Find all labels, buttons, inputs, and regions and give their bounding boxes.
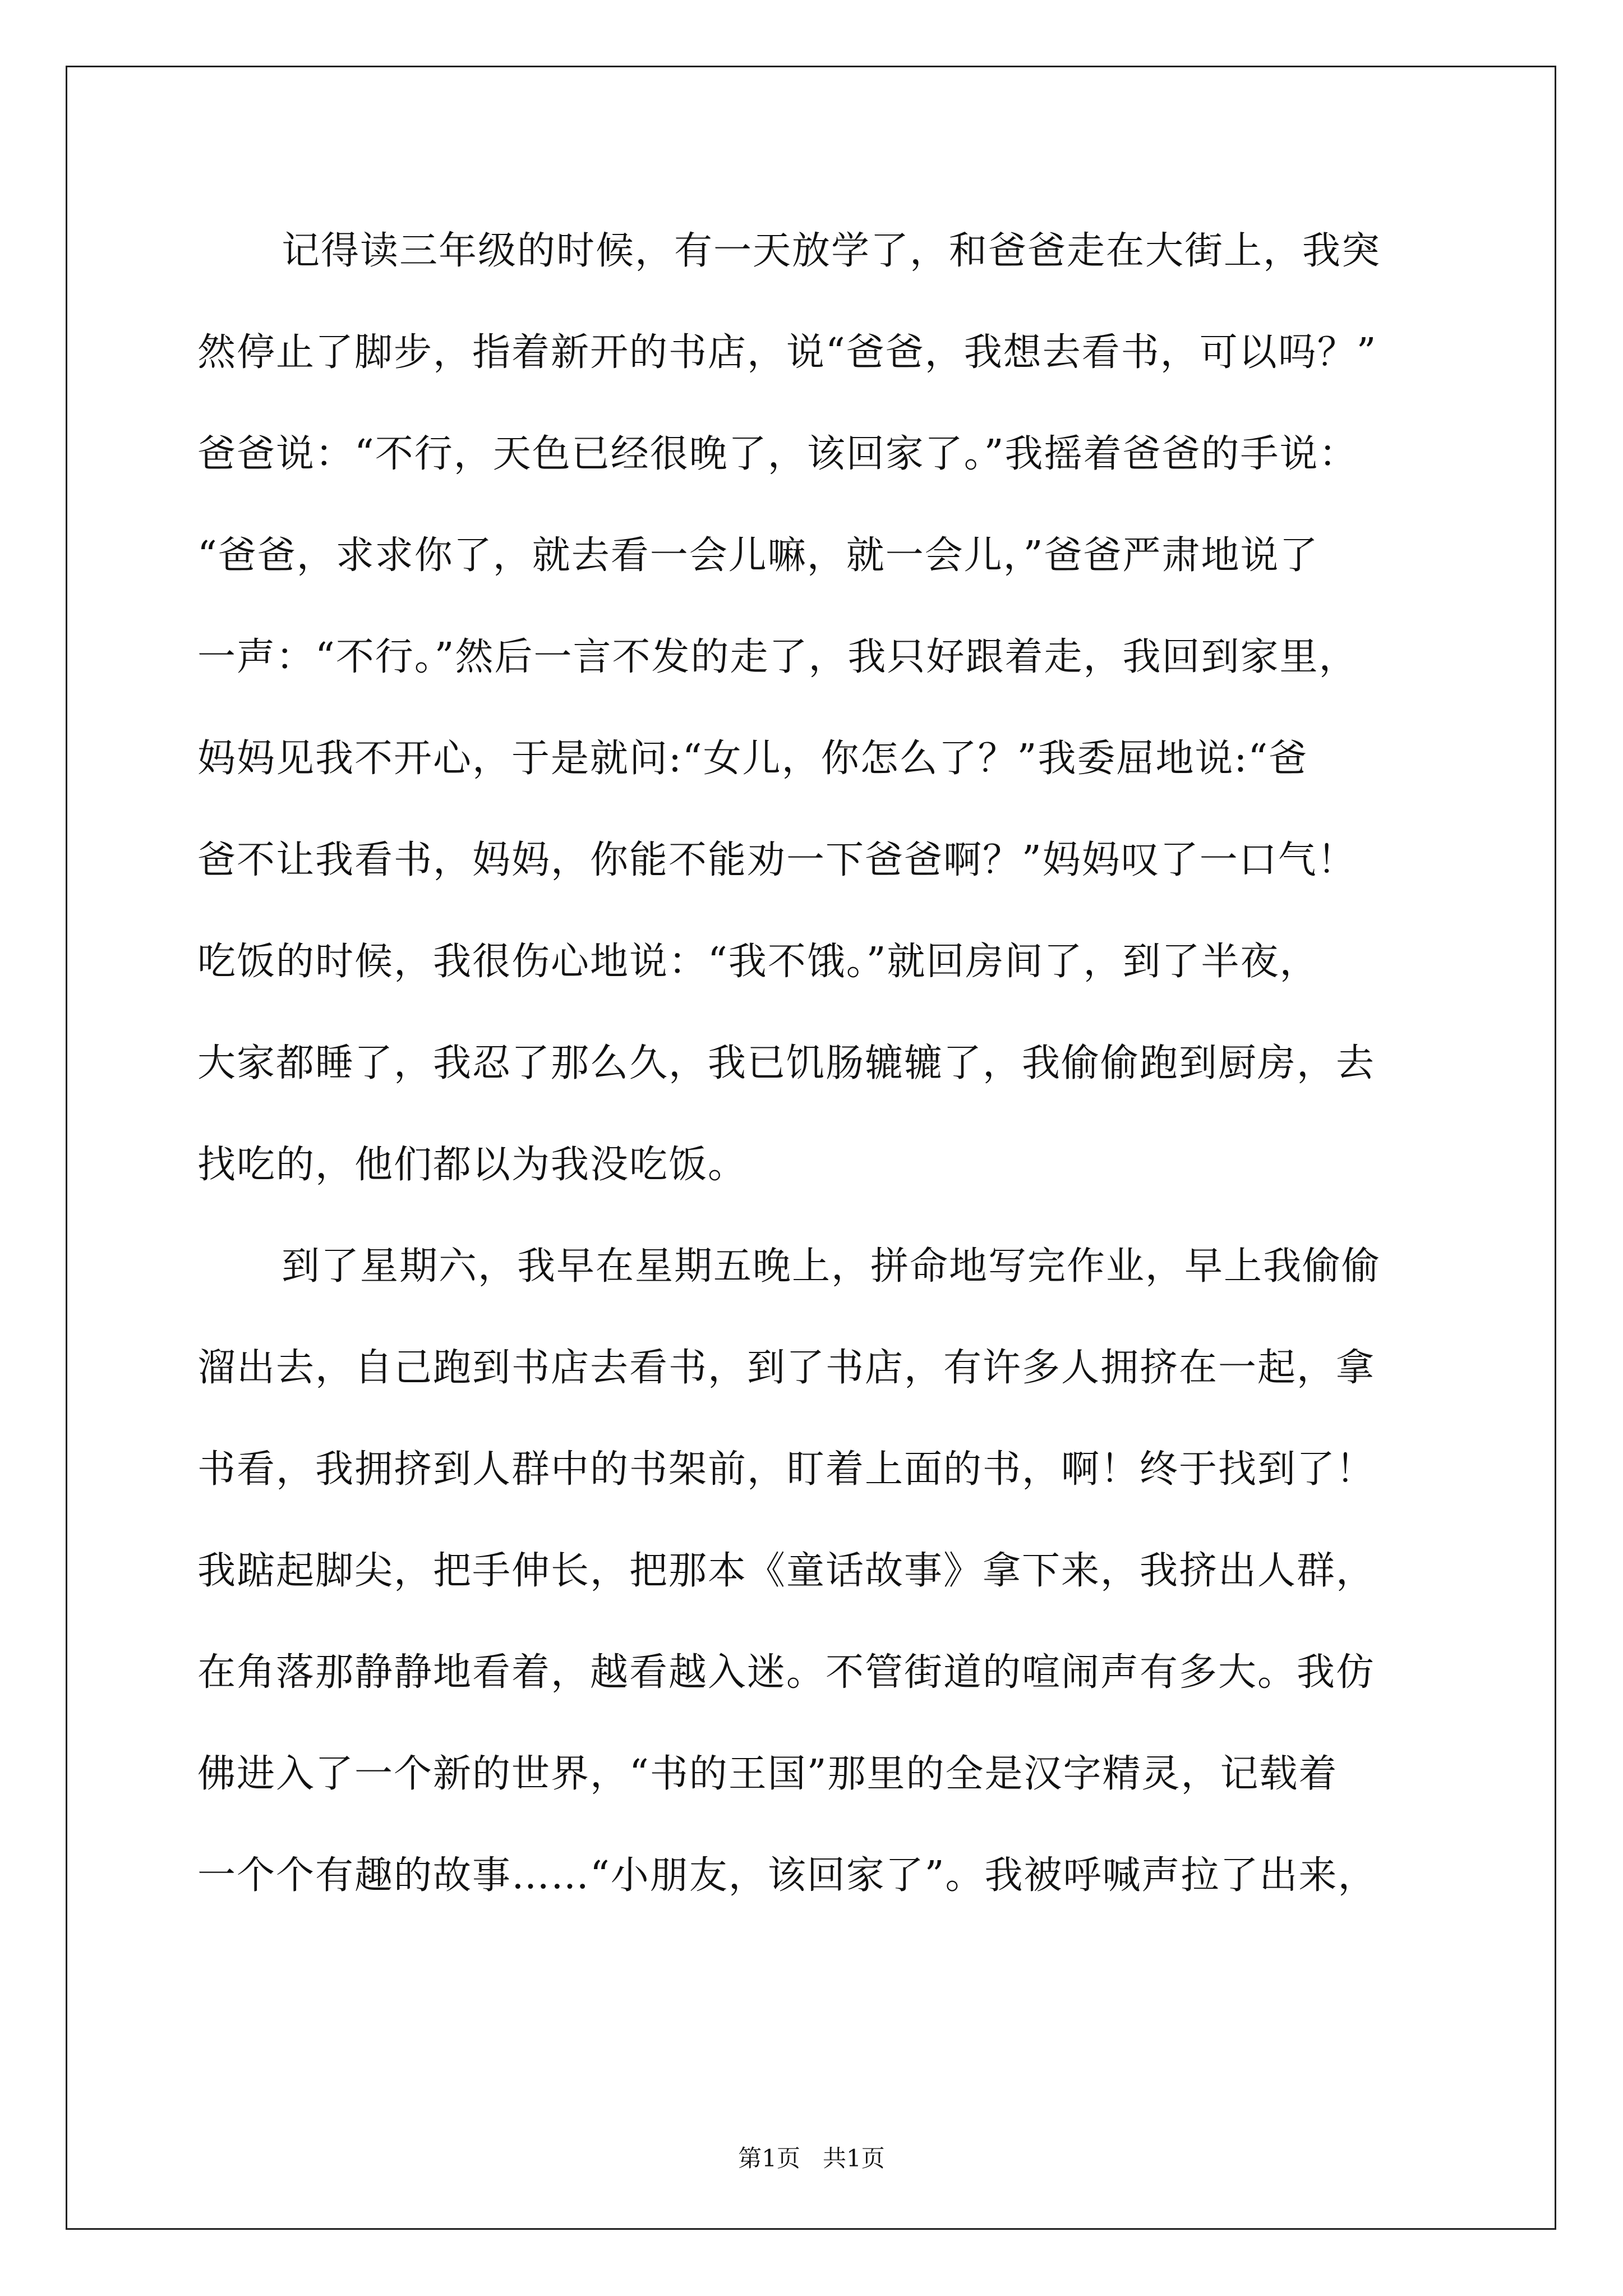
text-line: 溜出去，自己跑到书店去看书，到了书店，有许多人拥挤在一起，拿 xyxy=(197,1346,1376,1390)
text-line: 在角落那静静地看着，越看越入迷。不管街道的喧闹声有多大。我仿 xyxy=(197,1650,1376,1695)
text-line: 大家都睡了，我忍了那么久，我已饥肠辘辘了，我偷偷跑到厨房，去 xyxy=(197,1041,1376,1085)
text-line: 书看，我拥挤到人群中的书架前，盯着上面的书，啊！终于找到了！ xyxy=(197,1447,1376,1492)
text-line: 然停止了脚步，指着新开的书店，说“爸爸，我想去看书，可以吗？” xyxy=(197,330,1377,375)
text-line: 我踮起脚尖，把手伸长，把那本《童话故事》拿下来，我挤出人群， xyxy=(197,1549,1376,1593)
text-line: 佛进入了一个新的世界，“书的王国”那里的全是汉字精灵，记载着 xyxy=(197,1752,1338,1796)
text-line: 找吃的，他们都以为我没吃饭。 xyxy=(197,1143,748,1187)
text-line: 到了星期六，我早在星期五晚上，拼命地写完作业，早上我偷偷 xyxy=(282,1244,1381,1289)
text-line: 一声：“不行。”然后一言不发的走了，我只好跟着走，我回到家里， xyxy=(197,635,1358,679)
text-line: 记得读三年级的时候，有一天放学了，和爸爸走在大街上，我突 xyxy=(282,229,1381,273)
text-line: 吃饭的时候，我很伤心地说：“我不饿。”就回房间了，到了半夜， xyxy=(197,940,1319,984)
text-line: 爸爸说：“不行，天色已经很晚了，该回家了。”我摇着爸爸的手说： xyxy=(197,432,1358,476)
page-number-footer: 第1页 共1页 xyxy=(738,2145,885,2172)
text-line: 爸不让我看书，妈妈，你能不能劝一下爸爸啊？”妈妈叹了一口气！ xyxy=(197,838,1357,882)
text-line: 一个个有趣的故事……“小朋友，该回家了”。我被呼喊声拉了出来， xyxy=(197,1853,1377,1898)
text-line: “爸爸，求求你了，就去看一会儿嘛，就一会儿，”爸爸严肃地说了 xyxy=(197,533,1319,578)
text-line: 妈妈见我不开心，于是就问:“女儿，你怎么了？”我委屈地说:“爸 xyxy=(197,737,1308,781)
